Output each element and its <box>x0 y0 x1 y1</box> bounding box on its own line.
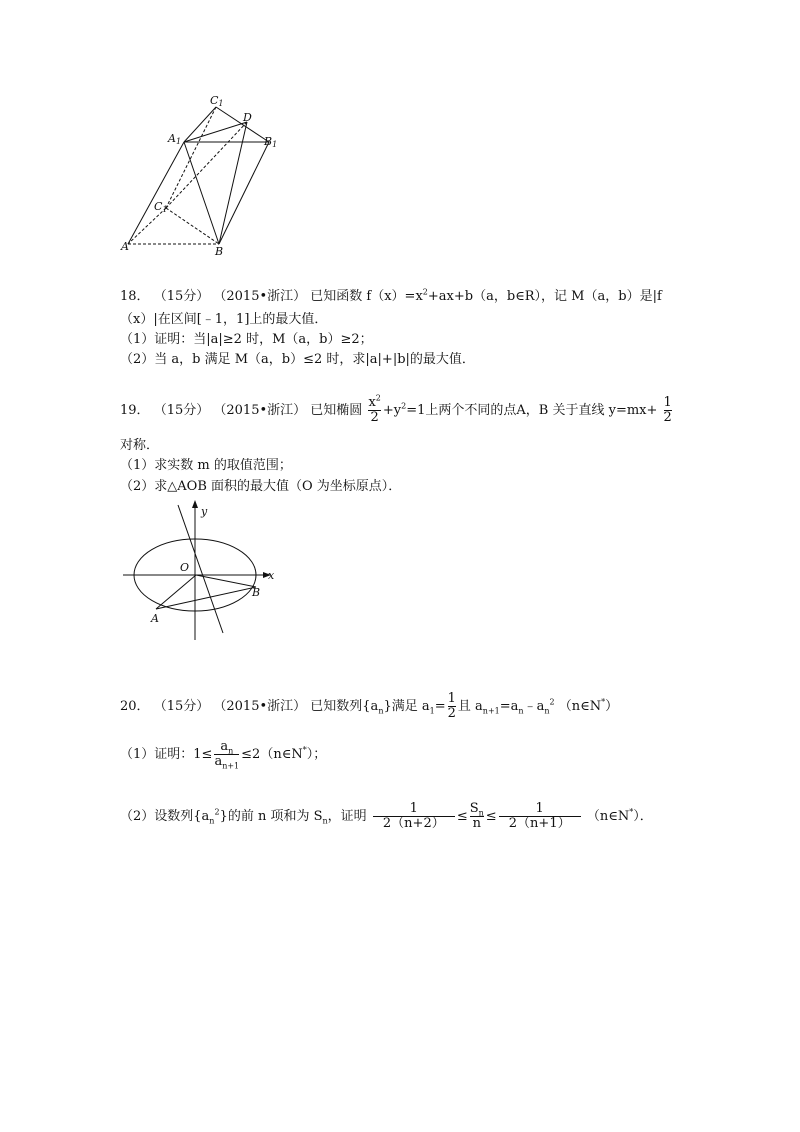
label-c1-mid: C1 <box>154 200 168 214</box>
q18-source: （2015•浙江） <box>213 289 307 304</box>
label-d: D <box>243 111 252 124</box>
le-sign-2: ≤ <box>485 809 497 824</box>
q19-part2: （2）求△AOB 面积的最大值（O 为坐标原点）． <box>120 479 402 494</box>
lhs-fraction: $\frac{1}{2(n+2)}$ <box>373 802 455 831</box>
q20-number: 20． <box>120 699 150 714</box>
label-b1: B1 <box>264 135 278 149</box>
label-b: B <box>252 586 261 599</box>
ratio-fraction: $\frac{a_n}{a_{n+1}}$ <box>214 739 240 771</box>
label-x: x <box>268 569 275 582</box>
q19-line2: 对称． <box>120 438 160 453</box>
q18-stem-post: +ax+b（a，b∈R），记 M（a，b）是|f <box>427 289 662 304</box>
q19-number: 19． <box>120 403 150 418</box>
q18-part2: （2）当 a，b 满足 M（a，b）≤2 时，求|a|+|b|的最大值． <box>120 352 475 367</box>
ellipse-figure <box>118 495 288 645</box>
q18-number: 18． <box>120 289 150 304</box>
q19-stem-mid: 上两个不同的点A，B 关于直线 y=mx+ <box>425 403 658 418</box>
label-a: A <box>151 612 159 625</box>
label-a: A <box>121 240 129 253</box>
ellipse-eq: =1 <box>406 403 426 418</box>
q20-part1: （1）证明：1≤ $\frac{a_n}{a_{n+1}}$ ≤2（n∈N*）； <box>120 739 327 771</box>
mid-fraction: $\frac{S_n}{n}$ <box>469 801 484 831</box>
q20-source: （2015•浙江） <box>213 699 307 714</box>
le-sign-1: ≤ <box>456 809 468 824</box>
rhs-fraction: $\frac{1}{2(n+1)}$ <box>499 802 581 831</box>
q18-stem-sup: 2 <box>422 287 428 297</box>
label-b: B <box>215 245 224 258</box>
q19-stem-pre: 已知椭圆 <box>310 403 363 418</box>
q20-stem: 20． （15分） （2015•浙江） 已知数列$\{a_n\}$满足 $a_1=$ $\frac{1}{2}$ 且 $a_{n+1}=a_n﹣a_n^2$ （n∈N*） <box>120 691 619 721</box>
ellipse-plus: +y <box>382 403 402 418</box>
q18-part1: （1）证明：当|a|≥2 时，M（a，b）≥2； <box>120 332 373 347</box>
q19-source: （2015•浙江） <box>213 403 307 418</box>
prism-figure <box>110 92 290 262</box>
q20-score: （15分） <box>153 699 210 714</box>
q19-stem: 19． （15分） （2015•浙江） 已知椭圆 $\frac{x^2}{2}$ $+y^2=1$上两个不同的点A，B 关于直线 y=mx+ $\frac{1}{2}$ <box>120 393 672 425</box>
label-y: y <box>201 505 208 518</box>
q18-line2: （x）|在区间[﹣1，1]上的最大值． <box>120 312 328 327</box>
ellipse-fraction: $\frac{x^2}{2}$ <box>368 393 381 425</box>
line-fraction: $\frac{1}{2}$ <box>663 395 672 425</box>
label-a1: A1 <box>168 132 182 146</box>
label-c1-top: C1 <box>210 94 224 108</box>
label-o: O <box>180 561 190 574</box>
a1-fraction: $\frac{1}{2}$ <box>447 691 456 721</box>
q19-part1: （1）求实数 m 的取值范围； <box>120 458 292 473</box>
q18-stem-pre: 已知函数 f（x）=x <box>310 289 423 304</box>
q20-part2: （2）设数列$\{a_n^2\}$的前 n 项和为 $S_n$，证明 $\frac{1}{2(n+2)}$ ≤ $\frac{S_n}{n}$ ≤ $\frac{1}{2(n+1)}$ （n∈N*）． <box>120 801 653 831</box>
q18-stem <box>120 289 662 305</box>
q18-score: （15分） <box>153 289 210 304</box>
q19-score: （15分） <box>153 403 210 418</box>
